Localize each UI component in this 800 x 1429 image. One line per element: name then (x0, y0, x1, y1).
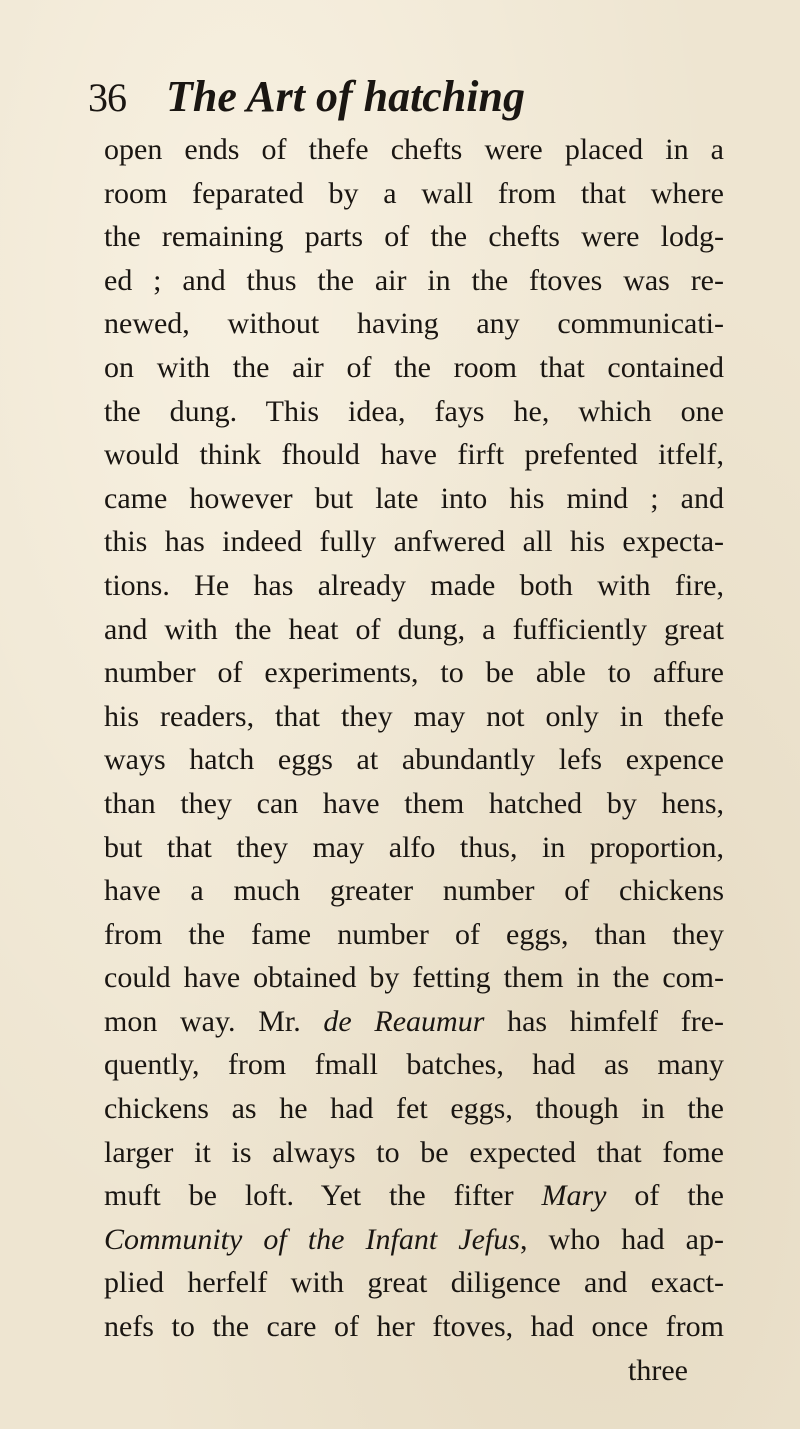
text-line (104, 913, 724, 957)
page-number: 36 (88, 75, 126, 120)
text-run: could have obtained by fetting them in the com- (104, 961, 724, 995)
text-run: muft be loft. Yet the fifter (104, 1179, 542, 1213)
text-run: have a much greater number of chickens (104, 874, 724, 908)
text-line (104, 172, 724, 216)
text-line (104, 1087, 724, 1131)
text-run: open ends of thefe chefts were placed in a (104, 133, 724, 166)
text-run: room feparated by a wall from that where (104, 176, 724, 210)
text-run: this has indeed fully anfwered all his expecta- (104, 525, 724, 559)
text-line (104, 1131, 724, 1175)
text-run: than they can have them hatched by hens, (104, 786, 724, 820)
text-run: quently, from fmall batches, had as many (104, 1048, 724, 1082)
text-line (104, 1000, 724, 1044)
text-run: mon way. Mr. (104, 1004, 324, 1038)
text-line (104, 651, 724, 695)
catchword: three (628, 1353, 688, 1387)
text-run: ed ; and thus the air in the ftoves was re- (104, 263, 724, 297)
text-line (104, 1174, 724, 1218)
text-run: chickens as he had fet eggs, though in the (104, 1092, 724, 1126)
text-run: and with the heat of dung, a fufficiently great (104, 612, 724, 646)
text-run: newed, without having any communicati- (104, 307, 724, 341)
running-title: The Art of hatching (166, 72, 525, 121)
text-run: number of experiments, to be able to affure (104, 656, 724, 690)
text-line (104, 477, 724, 521)
text-line (104, 302, 724, 346)
text-run: of the (606, 1179, 724, 1213)
text-line (104, 346, 724, 390)
text-run: came however but late into his mind ; and (104, 481, 724, 515)
text-run: but that they may alfo thus, in proportion, (104, 830, 724, 864)
body-text (104, 128, 724, 1392)
text-line (104, 695, 724, 739)
text-line (104, 215, 724, 259)
text-line (104, 1043, 724, 1087)
text-line (104, 128, 724, 172)
text-run: on with the air of the room that contained (104, 350, 724, 384)
text-run: larger it is always to be expected that fome (104, 1135, 724, 1169)
text-line (104, 1261, 724, 1305)
text-run: from the fame number of eggs, than they (104, 917, 724, 951)
text-run: his readers, that they may not only in thefe (104, 699, 724, 733)
italic-text: de Reaumur (323, 1004, 485, 1038)
text-line (104, 1218, 724, 1262)
text-run: , who had ap- (519, 1222, 724, 1256)
text-line (104, 259, 724, 303)
text-run: plied herfelf with great diligence and exact- (104, 1266, 724, 1300)
text-line (104, 520, 724, 564)
text-run: the remaining parts of the chefts were lodg- (104, 220, 724, 254)
text-run: would think fhould have firft prefented itfelf, (104, 438, 724, 472)
text-line (104, 782, 724, 826)
page-header (88, 66, 708, 130)
text-line (104, 564, 724, 608)
text-run: the dung. This idea, fays he, which one (104, 394, 724, 428)
text-run: nefs to the care of her ftoves, had once from (104, 1310, 724, 1344)
italic-text: Community of the Infant Jefus (104, 1222, 520, 1256)
text-line (104, 869, 724, 913)
text-line (104, 826, 724, 870)
text-line (104, 956, 724, 1000)
text-line (104, 738, 724, 782)
text-run: tions. He has already made both with fire, (104, 568, 724, 602)
text-line (104, 390, 724, 434)
text-run: has himfelf fre- (484, 1004, 724, 1038)
italic-text: Mary (541, 1179, 607, 1213)
text-line (104, 1305, 724, 1349)
text-line (104, 433, 724, 477)
text-line (104, 608, 724, 652)
text-run: ways hatch eggs at abundantly lefs expence (104, 743, 724, 777)
